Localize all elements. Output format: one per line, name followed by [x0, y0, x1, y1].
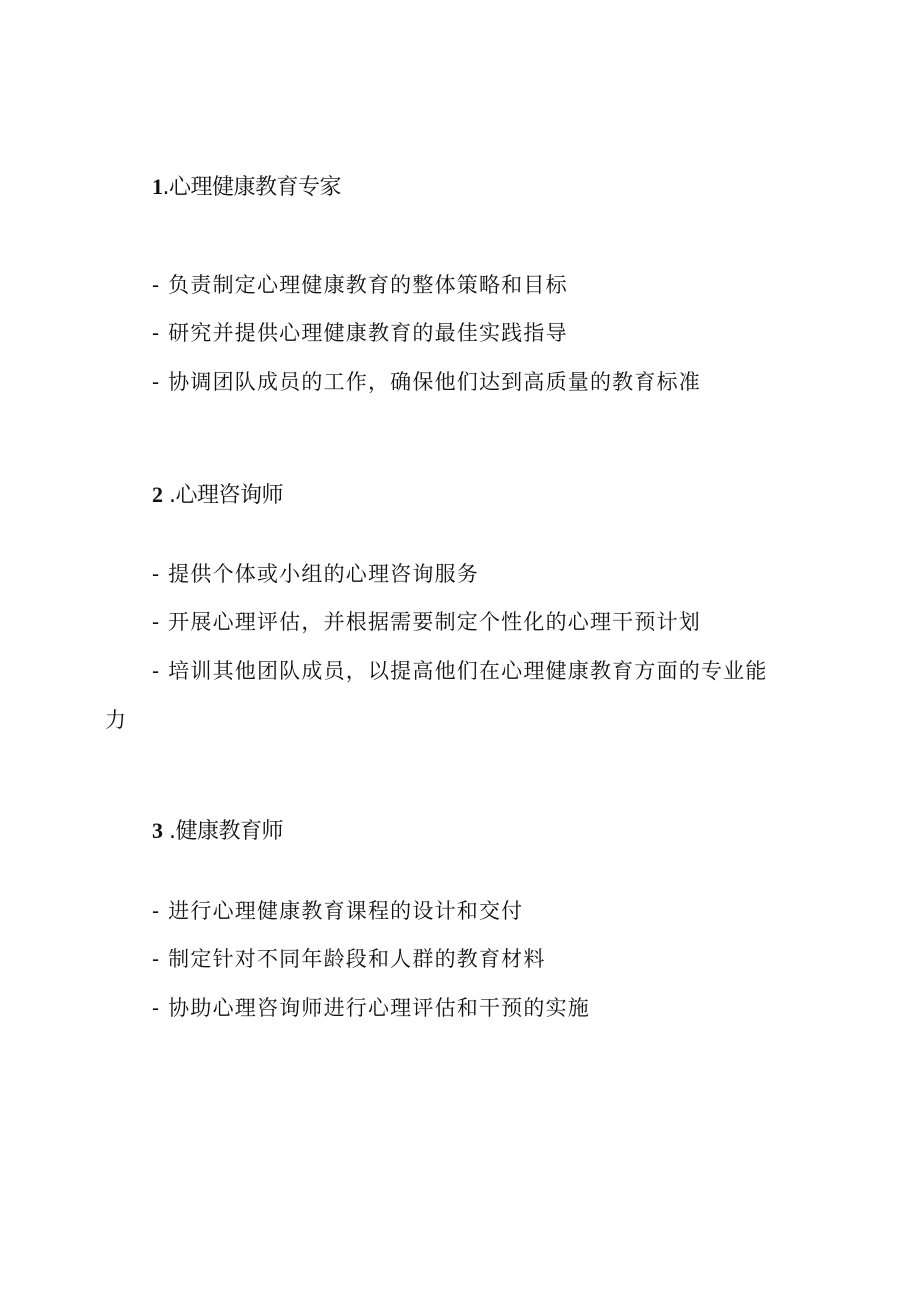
list-item: - 研究并提供心理健康教育的最佳实践指导	[152, 321, 568, 345]
list-item: - 协助心理咨询师进行心理评估和干预的实施	[152, 996, 590, 1020]
section-title: .心理咨询师	[162, 483, 283, 508]
section-heading-2	[152, 480, 283, 511]
section-number: 2	[152, 482, 163, 507]
list-item: - 进行心理健康教育课程的设计和交付	[152, 899, 524, 923]
list-item: - 协调团队成员的工作，确保他们达到高质量的教育标准	[152, 370, 701, 394]
section-number: 3	[152, 818, 163, 843]
list-item: - 提供个体或小组的心理咨询服务	[152, 562, 479, 586]
list-item: - 开展心理评估，并根据需要制定个性化的心理干预计划	[152, 610, 701, 634]
section-title: .心理健康教育专家	[162, 175, 341, 200]
list-item-continuation: 力	[105, 708, 128, 732]
section-number: 1	[152, 174, 163, 199]
section-heading-3	[152, 816, 283, 847]
list-item: - 负责制定心理健康教育的整体策略和目标	[152, 273, 568, 297]
section-title: .健康教育师	[162, 819, 283, 844]
list-item: - 培训其他团队成员，以提高他们在心理健康教育方面的专业能	[152, 659, 768, 683]
section-heading-1	[152, 172, 341, 203]
list-item: - 制定针对不同年龄段和人群的教育材料	[152, 947, 546, 971]
